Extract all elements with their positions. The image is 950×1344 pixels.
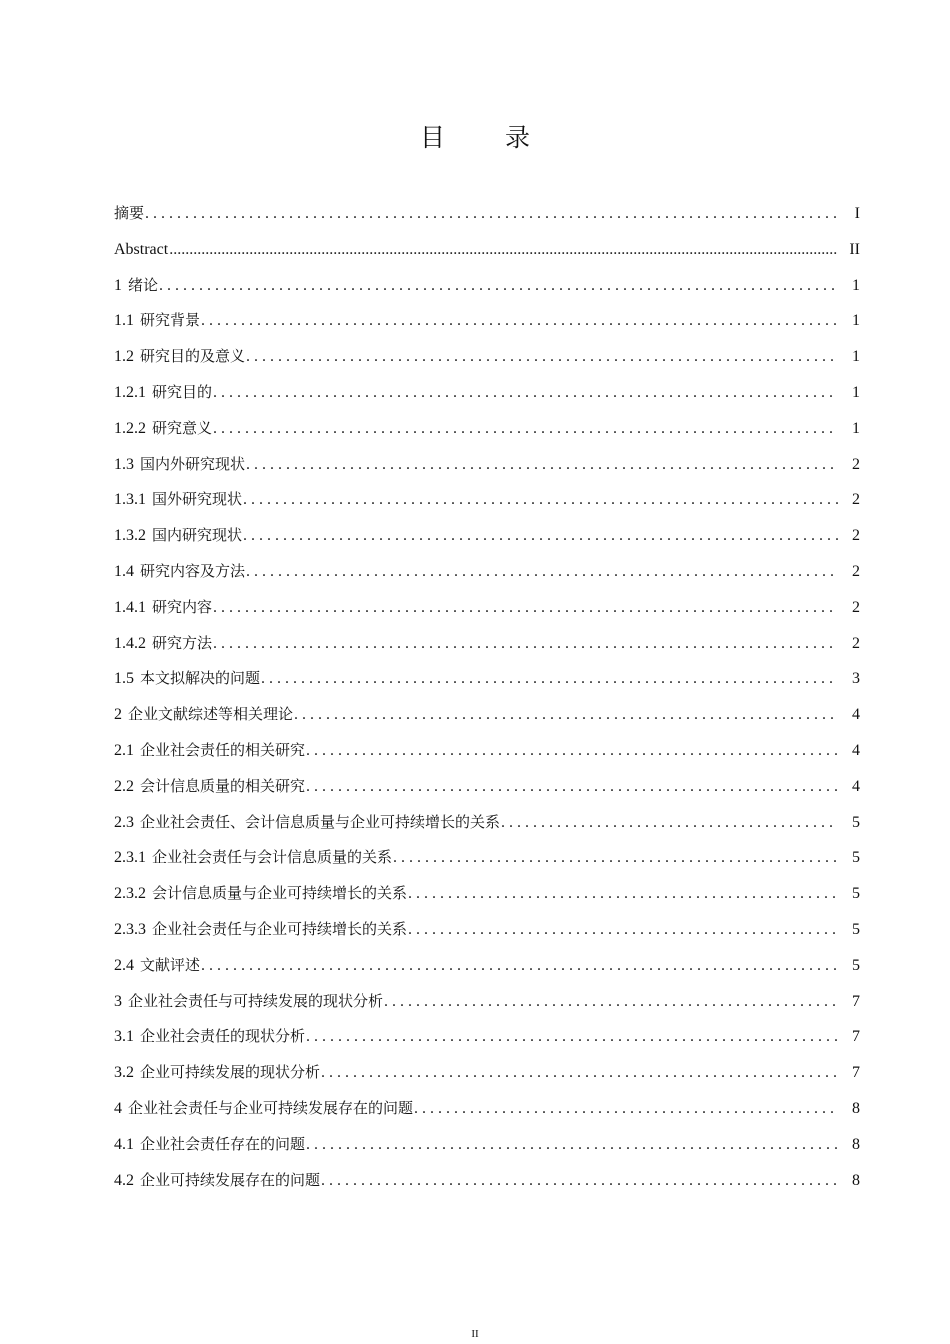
toc-dot-leader <box>306 733 838 769</box>
toc-dot-leader <box>201 948 838 984</box>
toc-entry-page: 4 <box>852 706 860 724</box>
toc-entry-number: 1.3.2 <box>114 527 146 545</box>
toc-dot-leader <box>201 303 838 339</box>
toc-entry-number: 2.3.2 <box>114 885 146 903</box>
toc-dot-leader <box>393 840 838 876</box>
toc-entry-title: 企业社会责任与可持续发展的现状分析 <box>128 991 384 1010</box>
toc-entry[interactable] <box>114 447 860 483</box>
toc-entry-title: 企业文献综述等相关理论 <box>128 705 294 724</box>
toc-entry-title: 研究方法 <box>152 633 213 652</box>
toc-entry-page: 5 <box>852 885 860 903</box>
toc-entry-number: 3.1 <box>114 1028 134 1046</box>
toc-entry-number: 2 <box>114 706 122 724</box>
toc-entry[interactable] <box>114 1055 860 1091</box>
toc-list <box>114 196 860 1198</box>
toc-entry[interactable] <box>114 1127 860 1163</box>
toc-entry-number: 1 <box>114 276 122 294</box>
toc-entry[interactable] <box>114 661 860 697</box>
toc-entry-number: 1.2.1 <box>114 383 146 401</box>
toc-entry[interactable] <box>114 626 860 662</box>
toc-dot-leader <box>169 232 838 268</box>
toc-entry[interactable] <box>114 411 860 447</box>
toc-entry-title: 国内外研究现状 <box>140 454 246 473</box>
toc-dot-leader <box>321 1055 838 1091</box>
toc-dot-leader <box>261 661 838 697</box>
toc-entry-title: 绪论 <box>128 275 159 294</box>
toc-dot-leader <box>408 876 838 912</box>
toc-entry[interactable] <box>114 482 860 518</box>
toc-entry[interactable] <box>114 196 860 232</box>
toc-entry-number: 3 <box>114 992 122 1010</box>
toc-entry-number: 1.3.1 <box>114 491 146 509</box>
toc-dot-leader <box>213 626 838 662</box>
toc-entry[interactable] <box>114 805 860 841</box>
toc-entry[interactable] <box>114 554 860 590</box>
toc-entry-page: 2 <box>852 455 860 473</box>
toc-entry-number: 2.1 <box>114 741 134 759</box>
toc-dot-leader <box>159 268 838 304</box>
toc-entry-number: 2.2 <box>114 777 134 795</box>
toc-entry[interactable] <box>114 590 860 626</box>
toc-entry-page: 5 <box>852 813 860 831</box>
toc-entry-title: 研究目的 <box>152 382 213 401</box>
toc-entry[interactable] <box>114 733 860 769</box>
toc-entry-page: 2 <box>852 562 860 580</box>
toc-entry-title: 研究内容及方法 <box>140 561 246 580</box>
toc-entry-page: 1 <box>852 276 860 294</box>
toc-entry-number: 1.5 <box>114 670 134 688</box>
toc-entry-title: 企业社会责任的相关研究 <box>140 740 306 759</box>
toc-dot-leader <box>213 590 838 626</box>
toc-entry-number: 2.3.3 <box>114 920 146 938</box>
toc-entry[interactable] <box>114 303 860 339</box>
toc-entry-page: 5 <box>852 849 860 867</box>
toc-entry-title: 企业可持续发展存在的问题 <box>140 1170 321 1189</box>
toc-entry-title: 研究背景 <box>140 311 201 330</box>
toc-dot-leader <box>306 1127 838 1163</box>
toc-entry-page: 8 <box>852 1099 860 1117</box>
toc-entry-title: 企业社会责任的现状分析 <box>140 1027 306 1046</box>
toc-entry-title: 摘要 <box>114 204 145 222</box>
toc-entry[interactable] <box>114 1091 860 1127</box>
toc-entry-title: 企业社会责任、会计信息质量与企业可持续增长的关系 <box>140 812 501 831</box>
toc-entry-page: 1 <box>852 383 860 401</box>
toc-entry[interactable] <box>114 232 860 268</box>
toc-entry-page: 1 <box>852 348 860 366</box>
toc-dot-leader <box>246 447 838 483</box>
toc-entry-number: 1.2 <box>114 348 134 366</box>
toc-entry-page: 2 <box>852 527 860 545</box>
toc-dot-leader <box>414 1091 838 1127</box>
toc-entry-title: 研究意义 <box>152 418 213 437</box>
toc-dot-leader <box>243 482 838 518</box>
toc-entry-title: 企业社会责任存在的问题 <box>140 1134 306 1153</box>
toc-entry-page: 2 <box>852 634 860 652</box>
toc-entry[interactable] <box>114 769 860 805</box>
toc-entry-title: 企业可持续发展的现状分析 <box>140 1063 321 1082</box>
toc-entry-page: 1 <box>852 312 860 330</box>
toc-dot-leader <box>306 769 838 805</box>
toc-entry-title: 会计信息质量与企业可持续增长的关系 <box>152 884 408 903</box>
toc-entry-number: 4.1 <box>114 1135 134 1153</box>
toc-entry-number: 2.3.1 <box>114 849 146 867</box>
toc-entry-number: 1.2.2 <box>114 419 146 437</box>
toc-entry-number: 2.4 <box>114 956 134 974</box>
toc-entry-title: 会计信息质量的相关研究 <box>140 776 306 795</box>
toc-dot-leader <box>213 411 838 447</box>
toc-entry[interactable] <box>114 984 860 1020</box>
toc-entry[interactable] <box>114 268 860 304</box>
toc-entry-page: 7 <box>852 1064 860 1082</box>
toc-dot-leader <box>243 518 838 554</box>
toc-entry[interactable] <box>114 518 860 554</box>
toc-entry-title: 企业社会责任与会计信息质量的关系 <box>152 848 393 867</box>
toc-entry-page: 5 <box>852 956 860 974</box>
toc-entry-title: 企业社会责任与企业可持续发展存在的问题 <box>128 1098 414 1117</box>
toc-dot-leader <box>246 339 838 375</box>
toc-entry-title: 国内研究现状 <box>152 526 243 545</box>
toc-entry-number: 1.1 <box>114 312 134 330</box>
toc-entry-number: 2.3 <box>114 813 134 831</box>
toc-dot-leader <box>246 554 838 590</box>
toc-entry-title: 本文拟解决的问题 <box>140 669 261 688</box>
toc-entry[interactable] <box>114 912 860 948</box>
toc-entry-page: I <box>854 205 860 222</box>
toc-entry[interactable] <box>114 1019 860 1055</box>
toc-entry-page: 8 <box>852 1171 860 1189</box>
toc-dot-leader <box>213 375 838 411</box>
toc-entry-page: 3 <box>852 670 860 688</box>
toc-entry-page: 1 <box>852 419 860 437</box>
toc-entry-number: 4 <box>114 1099 122 1117</box>
toc-dot-leader <box>145 196 838 232</box>
toc-entry-number: 3.2 <box>114 1064 134 1082</box>
toc-entry-title: 研究内容 <box>152 597 213 616</box>
toc-entry-title: 国外研究现状 <box>152 490 243 509</box>
toc-dot-leader <box>294 697 838 733</box>
toc-entry[interactable] <box>114 948 860 984</box>
toc-dot-leader <box>501 805 838 841</box>
toc-entry-number: 1.4 <box>114 562 134 580</box>
toc-entry[interactable] <box>114 1163 860 1199</box>
toc-entry[interactable] <box>114 697 860 733</box>
toc-entry[interactable] <box>114 375 860 411</box>
toc-entry[interactable] <box>114 876 860 912</box>
toc-entry-page: II <box>849 240 860 258</box>
footer-page-number: II <box>471 1328 479 1340</box>
toc-entry-page: 7 <box>852 992 860 1010</box>
toc-entry[interactable] <box>114 840 860 876</box>
toc-dot-leader <box>384 984 838 1020</box>
toc-entry-page: 4 <box>852 777 860 795</box>
toc-dot-leader <box>321 1163 838 1199</box>
toc-dot-leader <box>408 912 838 948</box>
toc-entry-title: 企业社会责任与企业可持续增长的关系 <box>152 919 408 938</box>
toc-entry-page: 7 <box>852 1028 860 1046</box>
toc-entry-title: Abstract <box>114 240 169 258</box>
toc-entry[interactable] <box>114 339 860 375</box>
toc-dot-leader <box>306 1019 838 1055</box>
toc-entry-page: 8 <box>852 1135 860 1153</box>
toc-entry-number: 1.4.2 <box>114 634 146 652</box>
toc-entry-number: 1.3 <box>114 455 134 473</box>
toc-entry-page: 2 <box>852 491 860 509</box>
toc-entry-page: 4 <box>852 741 860 759</box>
toc-title: 目 录 <box>420 123 556 152</box>
toc-entry-number: 1.4.1 <box>114 598 146 616</box>
toc-entry-page: 5 <box>852 920 860 938</box>
toc-entry-title: 文献评述 <box>140 955 201 974</box>
toc-entry-number: 4.2 <box>114 1171 134 1189</box>
toc-entry-title: 研究目的及意义 <box>140 347 246 366</box>
toc-entry-page: 2 <box>852 598 860 616</box>
